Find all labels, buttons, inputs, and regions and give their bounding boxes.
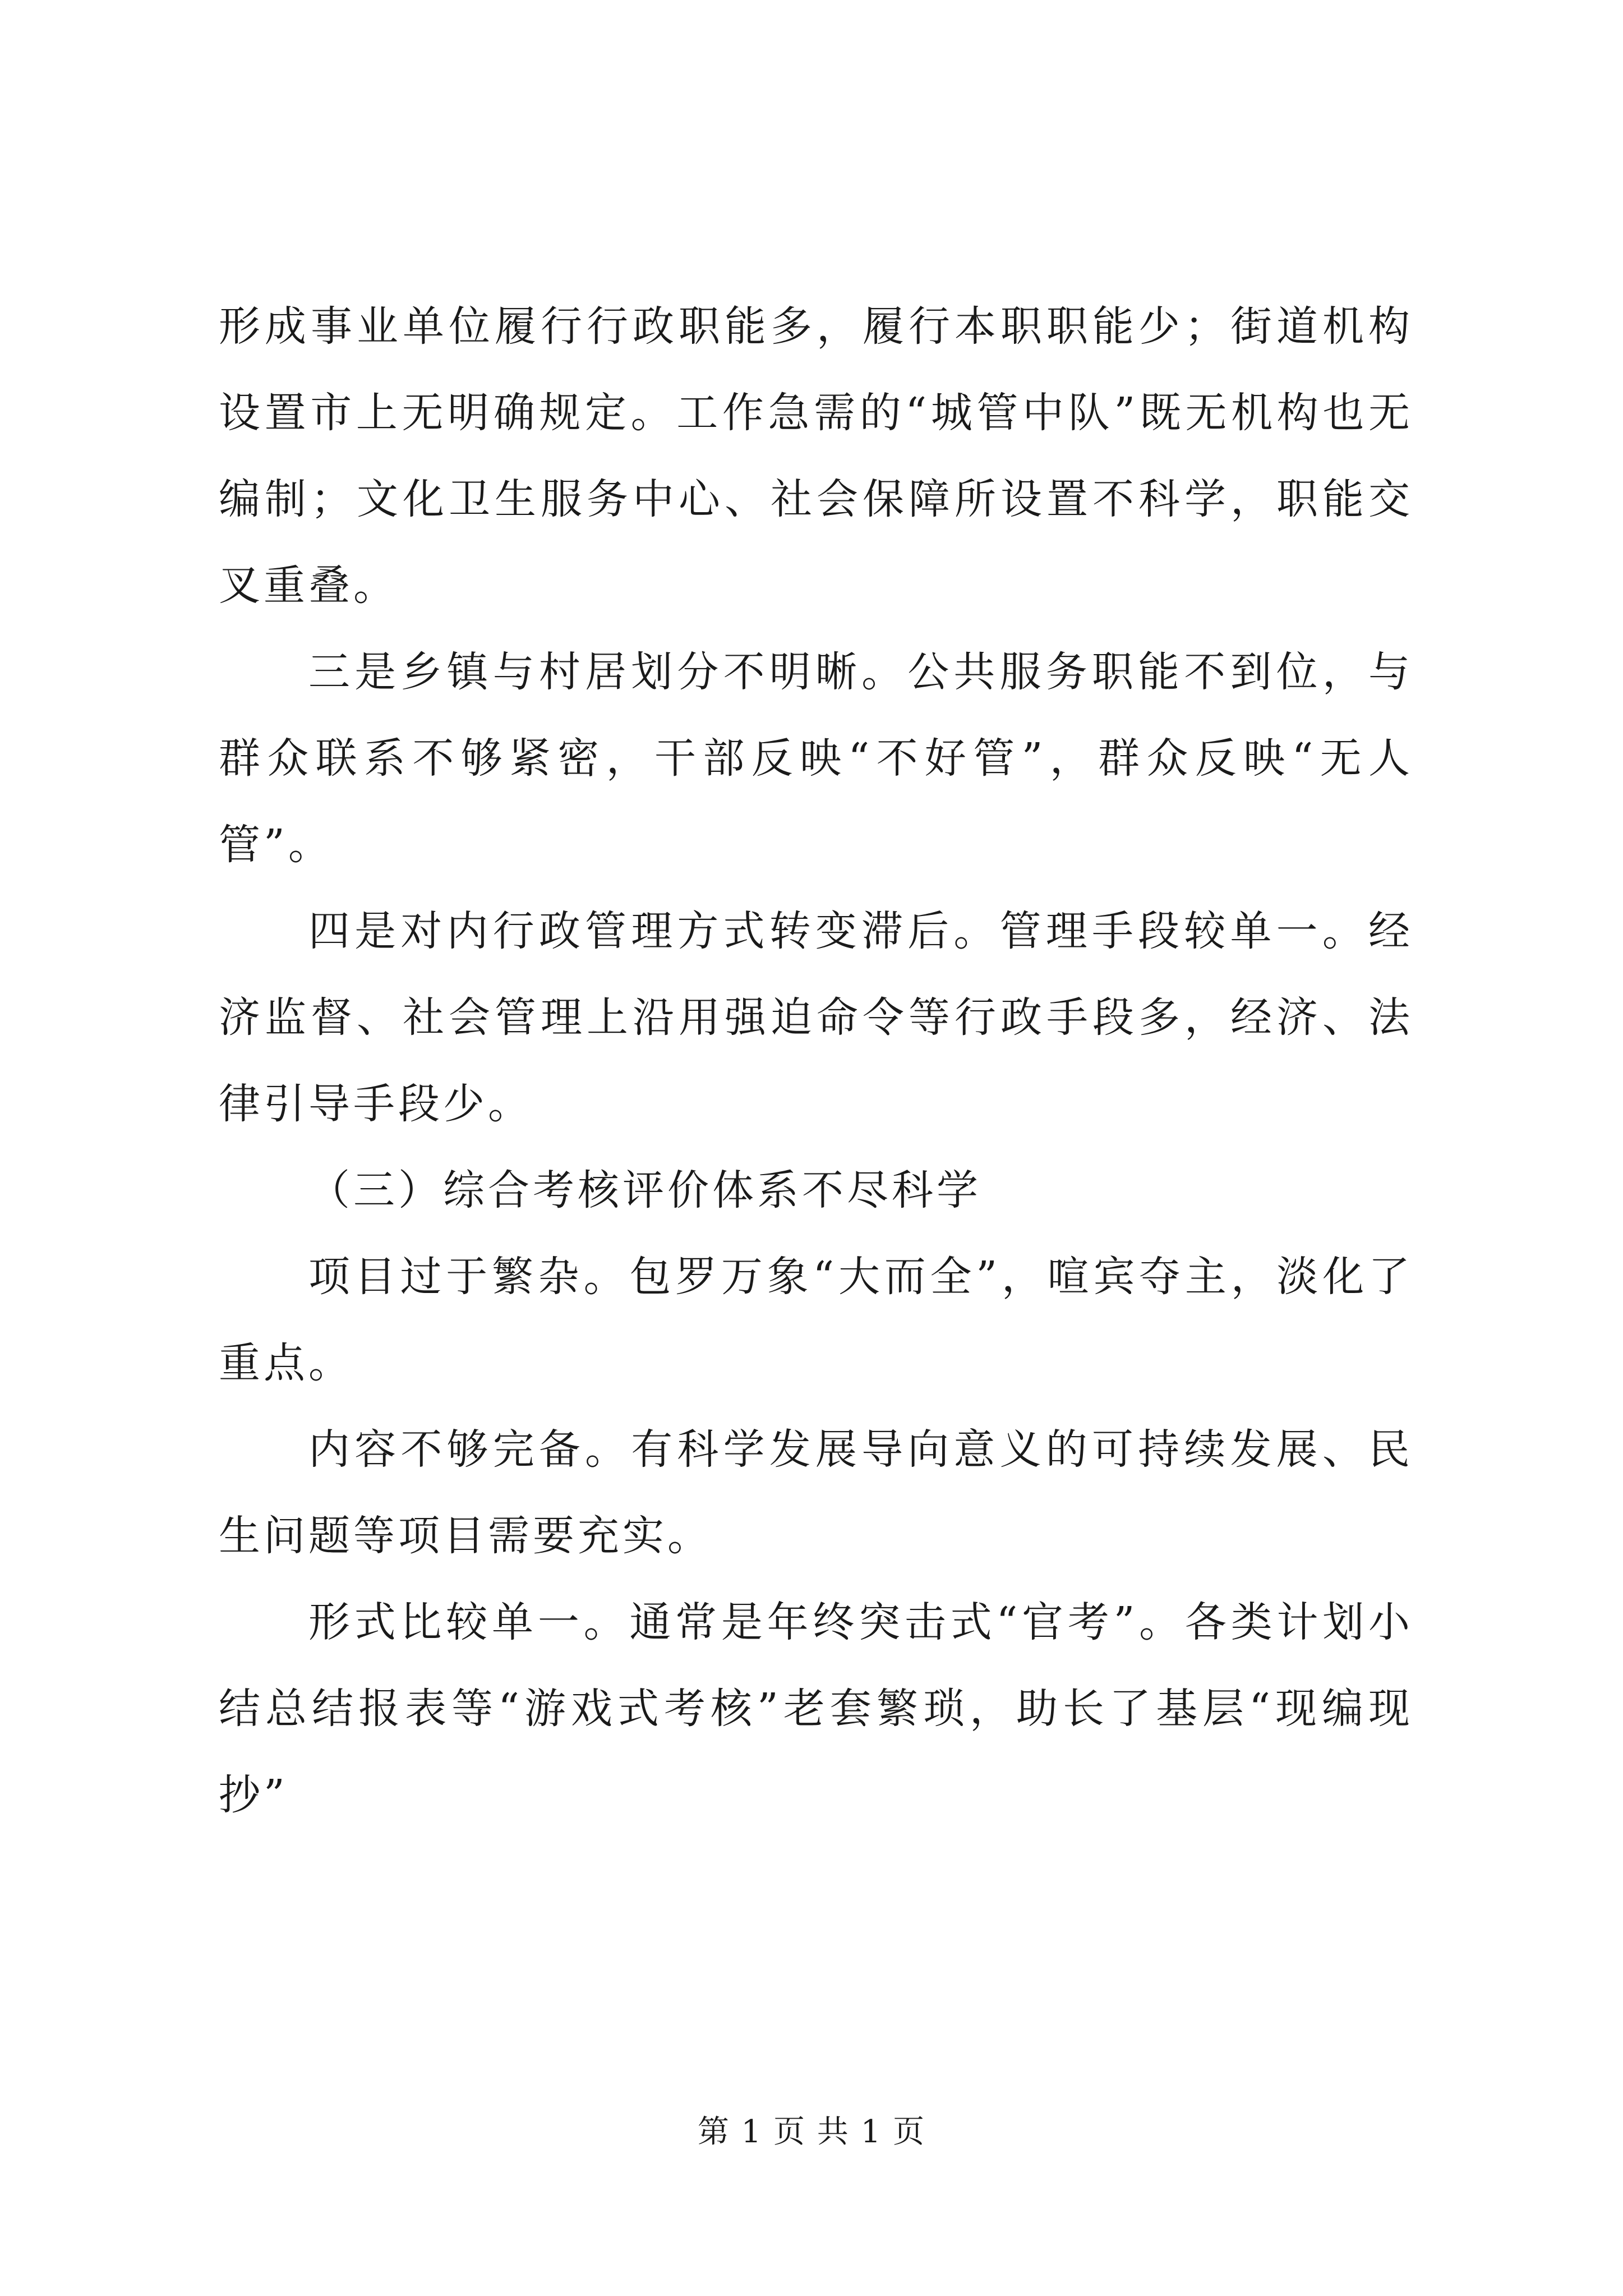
document-body (219, 283, 1413, 1838)
paragraph-admin-management: 四是对内行政管理方式转变滞后。管理手段较单一。经济监督、社会管理上沿用强迫命令等行政手段多，经济、法律引导手段少。 (219, 907, 1413, 1128)
page-footer: 第 1 页 共 1 页 (697, 2114, 926, 2150)
paragraph-township-division: 三是乡镇与村居划分不明晰。公共服务职能不到位，与群众联系不够紧密，干部反映“不好管”，群众反映“无人管”。 (219, 648, 1413, 869)
paragraph-form-single: 形式比较单一。通常是年终突击式“官考”。各类计划小结总结报表等“游戏式考核”老套繁琐，助长了基层“现编现抄” (219, 1598, 1413, 1819)
section-heading: （三）综合考核评价体系不尽科学 (308, 1166, 981, 1214)
paragraph-content-incomplete: 内容不够完备。有科学发展导向意义的可持续发展、民生问题等项目需要充实。 (219, 1425, 1413, 1560)
paragraph-continuation: 形成事业单位履行行政职能多，履行本职职能少；街道机构设置市上无明确规定。工作急需的“城管中队”既无机构也无编制；文化卫生服务中心、社会保障所设置不科学，职能交叉重叠。 (219, 302, 1413, 610)
paragraph-items-complex: 项目过于繁杂。包罗万象“大而全”，喧宾夺主，淡化了重点。 (219, 1253, 1413, 1387)
